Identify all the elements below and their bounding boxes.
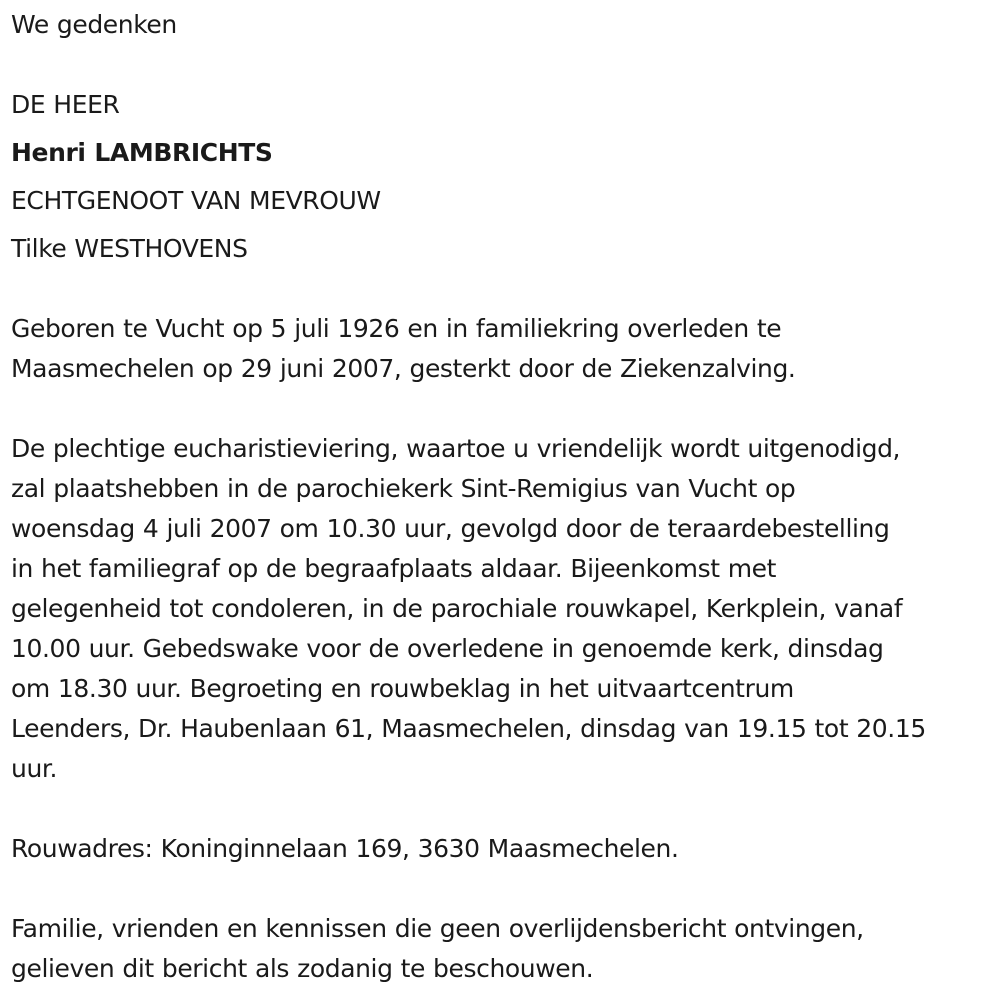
ceremony-line: Leenders, Dr. Haubenlaan 61, Maasmechelen, dinsdag van 19.15 tot 20.15 bbox=[11, 714, 926, 743]
spouse-label: ECHTGENOOT VAN MEVROUW bbox=[11, 186, 381, 215]
intro-text: We gedenken bbox=[11, 10, 177, 39]
ceremony-line: gelegenheid tot condoleren, in de parochiale rouwkapel, Kerkplein, vanaf bbox=[11, 594, 903, 623]
closing-line: gelieven dit bericht als zodanig te beschouwen. bbox=[11, 954, 594, 983]
ceremony-line: woensdag 4 juli 2007 om 10.30 uur, gevolgd door de teraardebestelling bbox=[11, 514, 890, 543]
ceremony-line: zal plaatshebben in de parochiekerk Sint-Remigius van Vucht op bbox=[11, 474, 796, 503]
ceremony-line: De plechtige eucharistieviering, waartoe u vriendelijk wordt uitgenodigd, bbox=[11, 434, 901, 463]
birth-death-line: Geboren te Vucht op 5 juli 1926 en in familiekring overleden te bbox=[11, 314, 782, 343]
ceremony-line: uur. bbox=[11, 754, 58, 783]
ceremony-line: om 18.30 uur. Begroeting en rouwbeklag in het uitvaartcentrum bbox=[11, 674, 794, 703]
deceased-name: Henri LAMBRICHTS bbox=[11, 138, 273, 167]
ceremony-line: 10.00 uur. Gebedswake voor de overledene in genoemde kerk, dinsdag bbox=[11, 634, 884, 663]
spouse-name: Tilke WESTHOVENS bbox=[11, 234, 248, 263]
closing-line: Familie, vrienden en kennissen die geen overlijdensbericht ontvingen, bbox=[11, 914, 864, 943]
title-prefix: DE HEER bbox=[11, 90, 120, 119]
birth-death-line: Maasmechelen op 29 juni 2007, gesterkt door de Ziekenzalving. bbox=[11, 354, 796, 383]
ceremony-line: in het familiegraf op de begraafplaats aldaar. Bijeenkomst met bbox=[11, 554, 777, 583]
mourning-address: Rouwadres: Koninginnelaan 169, 3630 Maasmechelen. bbox=[11, 834, 679, 863]
